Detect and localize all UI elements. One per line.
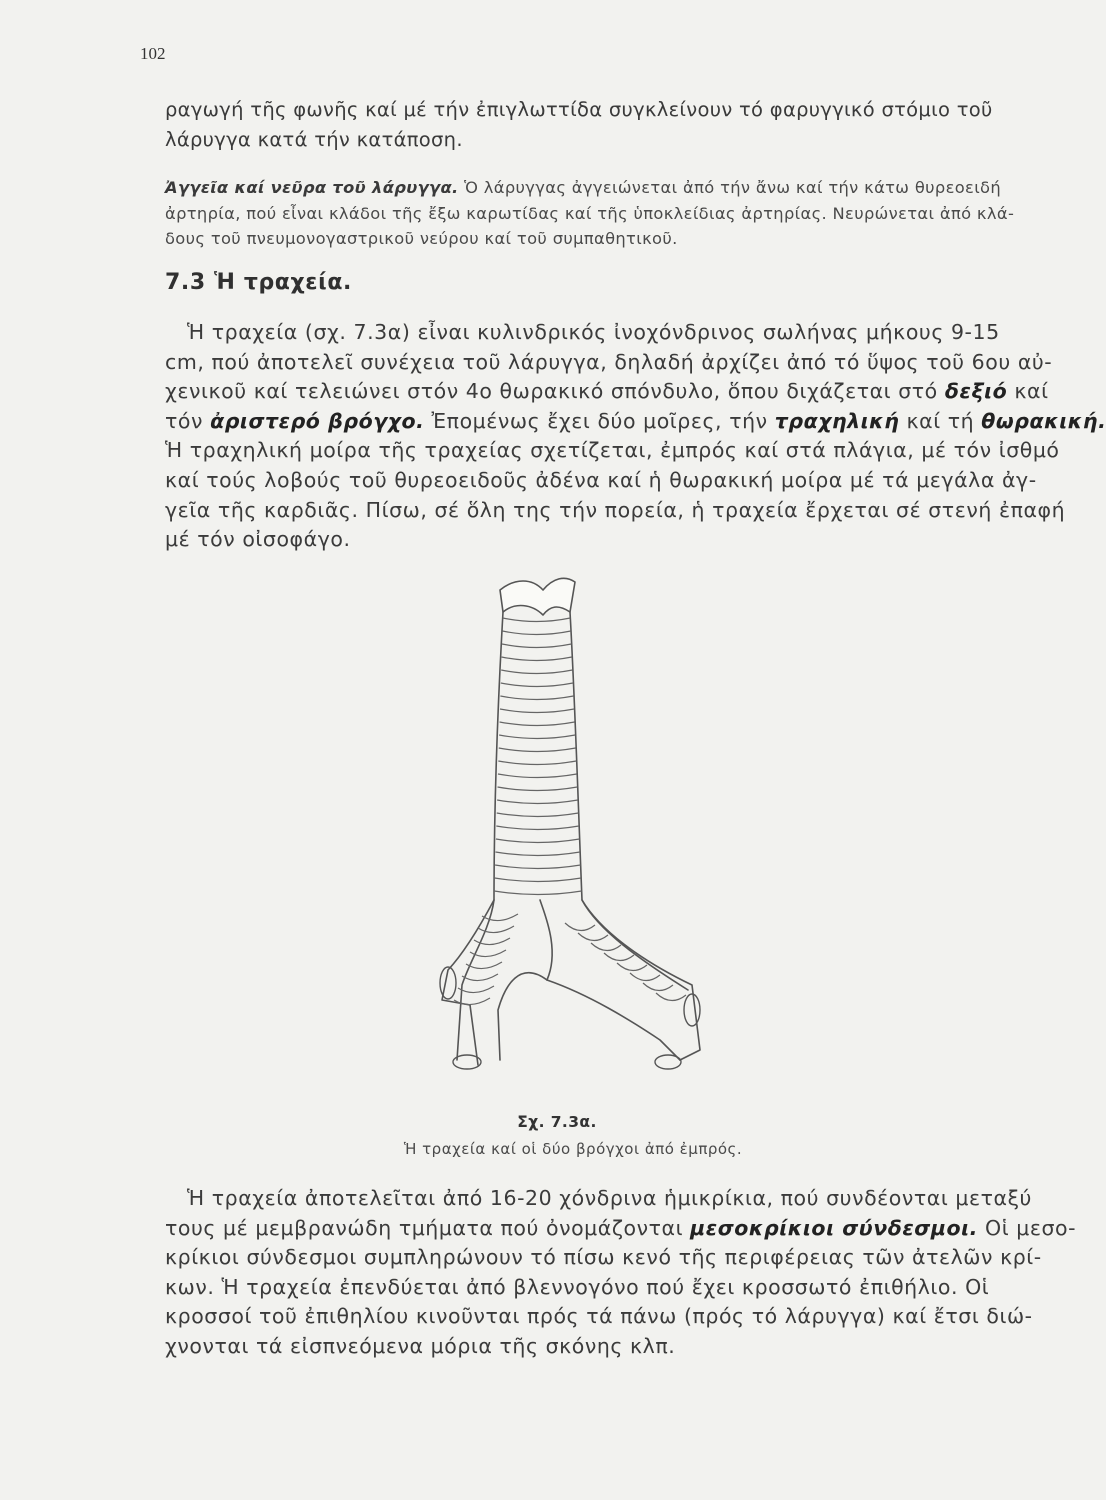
cartilage-ring [501, 683, 573, 687]
intro-line-1: ραγωγή τῆς φωνῆς καί μέ τήν ἐπιγλωττίδα συγκλείνουν τό φαρυγγικό στόμιο τοῦ [165, 98, 993, 121]
term-right: δεξιό [944, 379, 1008, 404]
trachea-illustration [420, 570, 720, 1075]
trachea-paragraph [165, 318, 1106, 555]
cartilage-ring [502, 657, 572, 661]
cartilage-ring [501, 670, 572, 674]
body1-line [165, 377, 1049, 407]
right-bronchus-ring [656, 993, 686, 1001]
vessels-line-3: δους τοῦ πνευμονογαστρικοῦ νεύρου καί τοῦ συμπαθητικοῦ. [165, 229, 678, 248]
right-bronchus-ring [604, 953, 634, 961]
cartilage-ring [496, 839, 580, 843]
term-annular-ligaments: μεσοκρίκιοι σύνδεσμοι. [690, 1215, 978, 1240]
vessels-lead: Ἀγγεῖα καί νεῦρα τοῦ λάρυγγα. [165, 178, 459, 197]
intro-paragraph [165, 95, 1015, 155]
cartilage-ring [498, 761, 576, 765]
body1-line: Ἡ τραχηλική μοίρα τῆς τραχείας σχετίζεται, ἐμπρός καί στά πλάγια, μέ τόν ἰσθμό [165, 438, 1060, 463]
body2-line: κροσσοί τοῦ ἐπιθηλίου κινοῦνται πρός τά πάνω (πρός τό λάρυγγα) καί ἔτσι διώ- [165, 1304, 1033, 1329]
cartilage-ring [498, 787, 578, 791]
figure-label-text: Σχ. 7.3α. [517, 1113, 597, 1131]
cartilage-ring [495, 865, 580, 869]
right-bronchus-ring [630, 973, 660, 981]
body1-line: γεῖα τῆς καρδιᾶς. Πίσω, σέ ὅλη της τήν πορεία, ἡ τραχεία ἔρχεται σέ στενή ἐπαφή [165, 497, 1066, 522]
term-left-bronchus: ἀριστερό βρόγχο. [210, 408, 425, 433]
figure-label [0, 1113, 1026, 1131]
figure-caption-text: Ἡ τραχεία καί οἱ δύο βρόγχοι ἀπό ἐμπρός. [403, 1140, 743, 1158]
vessels-line-1 [165, 175, 1015, 201]
body2-line: κων. Ἡ τραχεία ἐπενδύεται ἀπό βλεννογόνο πού ἔχει κροσσωτό ἐπιθήλιο. Οἱ [165, 1274, 990, 1299]
cartilage-ring [503, 618, 570, 622]
cartilage-ring [497, 800, 578, 804]
intro-line-2: λάρυγγα κατά τήν κατάποση. [165, 128, 463, 151]
vessels-paragraph [165, 175, 1015, 252]
cartilage-ring [502, 631, 570, 635]
body2-line: Ἡ τραχεία ἀποτελεῖται ἀπό 16-20 χόνδρινα ἡμικρίκια, πού συνδέονται μεταξύ [187, 1186, 1032, 1210]
body1-text: τόν [165, 408, 203, 433]
vessels-line-1-rest: Ὁ λάρυγγας ἀγγειώνεται ἀπό τήν ἄνω καί τήν κάτω θυρεοειδή [458, 178, 1002, 197]
cartilage-ring [502, 644, 571, 648]
rings-paragraph [165, 1184, 1077, 1362]
body2-line [165, 1214, 1077, 1244]
body2-text: τους μέ μεμβρανώδη τμήματα πού ὀνομάζονται [165, 1215, 684, 1240]
body1-line: μέ τόν οἰσοφάγο. [165, 527, 351, 552]
cartilage-ring [496, 826, 579, 830]
body1-line [165, 407, 1106, 437]
body1-line: καί τούς λοβούς τοῦ θυρεοειδοῦς ἀδένα καί ἡ θωρακική μοίρα μέ τά μεγάλα ἀγ- [165, 467, 1037, 492]
cartilage-ring [500, 722, 575, 726]
cartilage-ring [500, 696, 573, 700]
section-heading: 7.3 Ἡ τραχεία. [165, 270, 352, 295]
right-bronchus-ring [591, 943, 621, 951]
right-bronchus-ring [578, 933, 608, 941]
right-bronchus-ring [643, 983, 673, 991]
term-thoracic: θωρακική. [981, 408, 1106, 433]
right-bronchus-ring [617, 963, 647, 971]
term-cervical: τραχηλική [774, 408, 900, 433]
page-number: 102 [140, 44, 166, 63]
body1-line: Ἡ τραχεία (σχ. 7.3α) εἶναι κυλινδρικός ἰνοχόνδρινος σωλήνας μήκους 9-15 [187, 320, 1000, 344]
body1-text: χενικοῦ καί τελειώνει στόν 4ο θωρακικό σπόνδυλο, ὅπου διχάζεται στό [165, 379, 938, 404]
vessels-line-2: ἀρτηρία, πού εἶναι κλάδοι τῆς ἔξω καρωτίδας καί τῆς ὑποκλείδιας ἀρτηρίας. Νευρώνεται ἀπό κλά- [165, 203, 1015, 223]
left-bronchus-ring [462, 974, 498, 981]
body2-line: χνονται τά εἰσπνεόμενα μόρια τῆς σκόνης κλπ. [165, 1333, 676, 1358]
figure-caption [0, 1140, 1026, 1158]
left-bronchus-ring [482, 914, 518, 921]
cartilage-ring [500, 709, 574, 713]
body2-text: Οἱ μεσο- [985, 1215, 1077, 1240]
cartilage-ring [494, 891, 581, 895]
right-bronchus-ring [565, 923, 595, 931]
left-bronchus-ring [458, 986, 494, 993]
body1-text: Ἐπομένως ἔχει δύο μοῖρες, τήν [431, 408, 768, 433]
cartilage-ring [499, 735, 575, 739]
body1-text: καί [1014, 379, 1049, 404]
cartilage-ring [499, 748, 576, 752]
body1-line: cm, πού ἀποτελεῖ συνέχεια τοῦ λάρυγγα, δηλαδή ἀρχίζει ἀπό τό ὕψος τοῦ 6ου αὐ- [165, 349, 1053, 374]
cartilage-ring [495, 878, 581, 882]
body1-text: καί τή [906, 408, 975, 433]
cartilage-ring [498, 774, 577, 778]
cartilage-ring [496, 852, 581, 856]
left-bronchus-ring [478, 926, 514, 933]
body2-line: κρίκιοι σύνδεσμοι συμπληρώνουν τό πίσω κενό τῆς περιφέρειας τῶν ἀτελῶν κρί- [165, 1245, 1042, 1270]
cartilage-ring [497, 813, 579, 817]
